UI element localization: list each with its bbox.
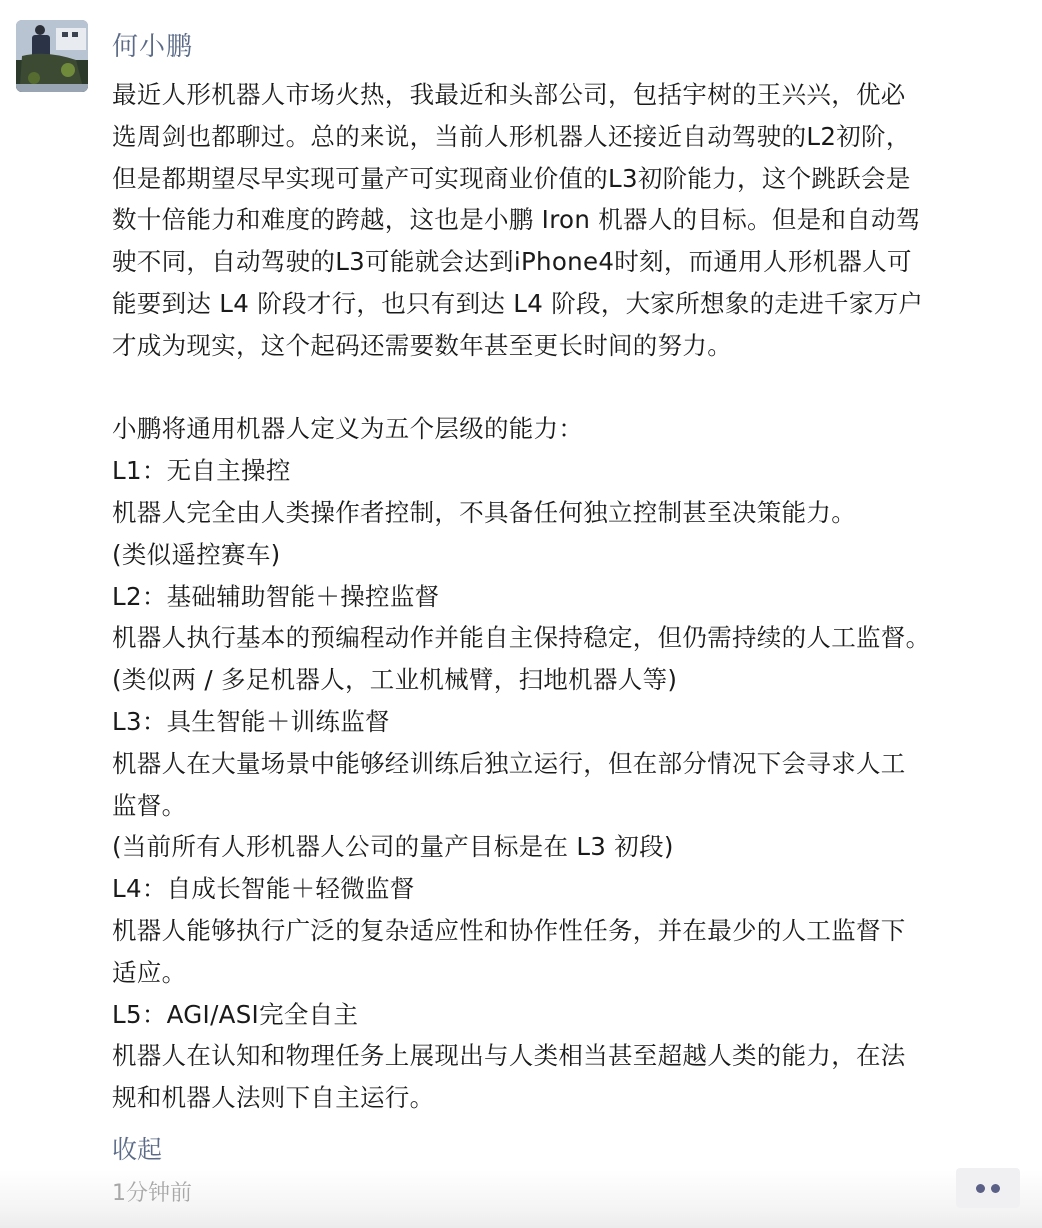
level-title-l5: L5：AGI/ASI完全自主 [112, 999, 359, 1029]
more-actions-button[interactable] [956, 1168, 1020, 1208]
level-title-l4: L4：自成长智能＋轻微监督 [112, 874, 415, 904]
level-desc-l4: 机器人能够执行广泛的复杂适应性和协作性任务，并在最少的人工监督下 [112, 915, 906, 945]
level-desc-l4-cont: 适应。 [112, 957, 187, 987]
avatar[interactable] [16, 20, 88, 92]
post-content [112, 74, 1032, 1119]
paragraph-line: 选周剑也都聊过。总的来说，当前人形机器人还接近自动驾驶的L2初阶， [112, 121, 911, 151]
paragraph-line: 数十倍能力和难度的跨越，这也是小鹏 Iron 机器人的目标。但是和自动驾 [112, 205, 921, 235]
level-title-l1: L1：无自主操控 [112, 456, 291, 486]
collapse-link[interactable]: 收起 [112, 1135, 163, 1164]
levels-intro: 小鹏将通用机器人定义为五个层级的能力： [112, 414, 584, 444]
level-example-l3: (当前所有人形机器人公司的量产目标是在 L3 初段) [112, 832, 674, 862]
level-desc-l5-cont: 规和机器人法则下自主运行。 [112, 1083, 435, 1113]
level-desc-l5: 机器人在认知和物理任务上展现出与人类相当甚至超越人类的能力，在法 [112, 1041, 906, 1071]
avatar-image [16, 20, 88, 92]
paragraph-line: 能要到达 L4 阶段才行，也只有到达 L4 阶段，大家所想象的走进千家万户 [112, 288, 924, 318]
more-dots-icon [976, 1184, 985, 1193]
level-title-l2: L2：基础辅助智能＋操控监督 [112, 581, 440, 611]
blank-line [112, 367, 1032, 409]
paragraph-line: 最近人形机器人市场火热，我最近和头部公司，包括宇树的王兴兴，优必 [112, 80, 906, 109]
level-desc-l1: 机器人完全由人类操作者控制，不具备任何独立控制甚至决策能力。 [112, 497, 856, 527]
author-name[interactable]: 何小鹏 [112, 32, 194, 62]
paragraph-line: 但是都期望尽早实现可量产可实现商业价值的L3初阶能力，这个跳跃会是 [112, 163, 911, 193]
level-example-l1: (类似遥控赛车) [112, 539, 281, 569]
paragraph-line: 驶不同，自动驾驶的L3可能就会达到iPhone4时刻，而通用人形机器人可 [112, 247, 912, 277]
timestamp: 1分钟前 [112, 1181, 192, 1206]
level-title-l3: L3：具生智能＋训练监督 [112, 706, 390, 736]
level-desc-l3-cont: 监督。 [112, 790, 187, 820]
level-example-l2: (类似两 / 多足机器人，工业机械臂，扫地机器人等) [112, 665, 678, 695]
more-dots-icon [991, 1184, 1000, 1193]
level-desc-l2: 机器人执行基本的预编程动作并能自主保持稳定，但仍需持续的人工监督。 [112, 623, 931, 653]
level-desc-l3: 机器人在大量场景中能够经训练后独立运行，但在部分情况下会寻求人工 [112, 748, 906, 778]
paragraph-line: 才成为现实，这个起码还需要数年甚至更长时间的努力。 [112, 330, 732, 360]
